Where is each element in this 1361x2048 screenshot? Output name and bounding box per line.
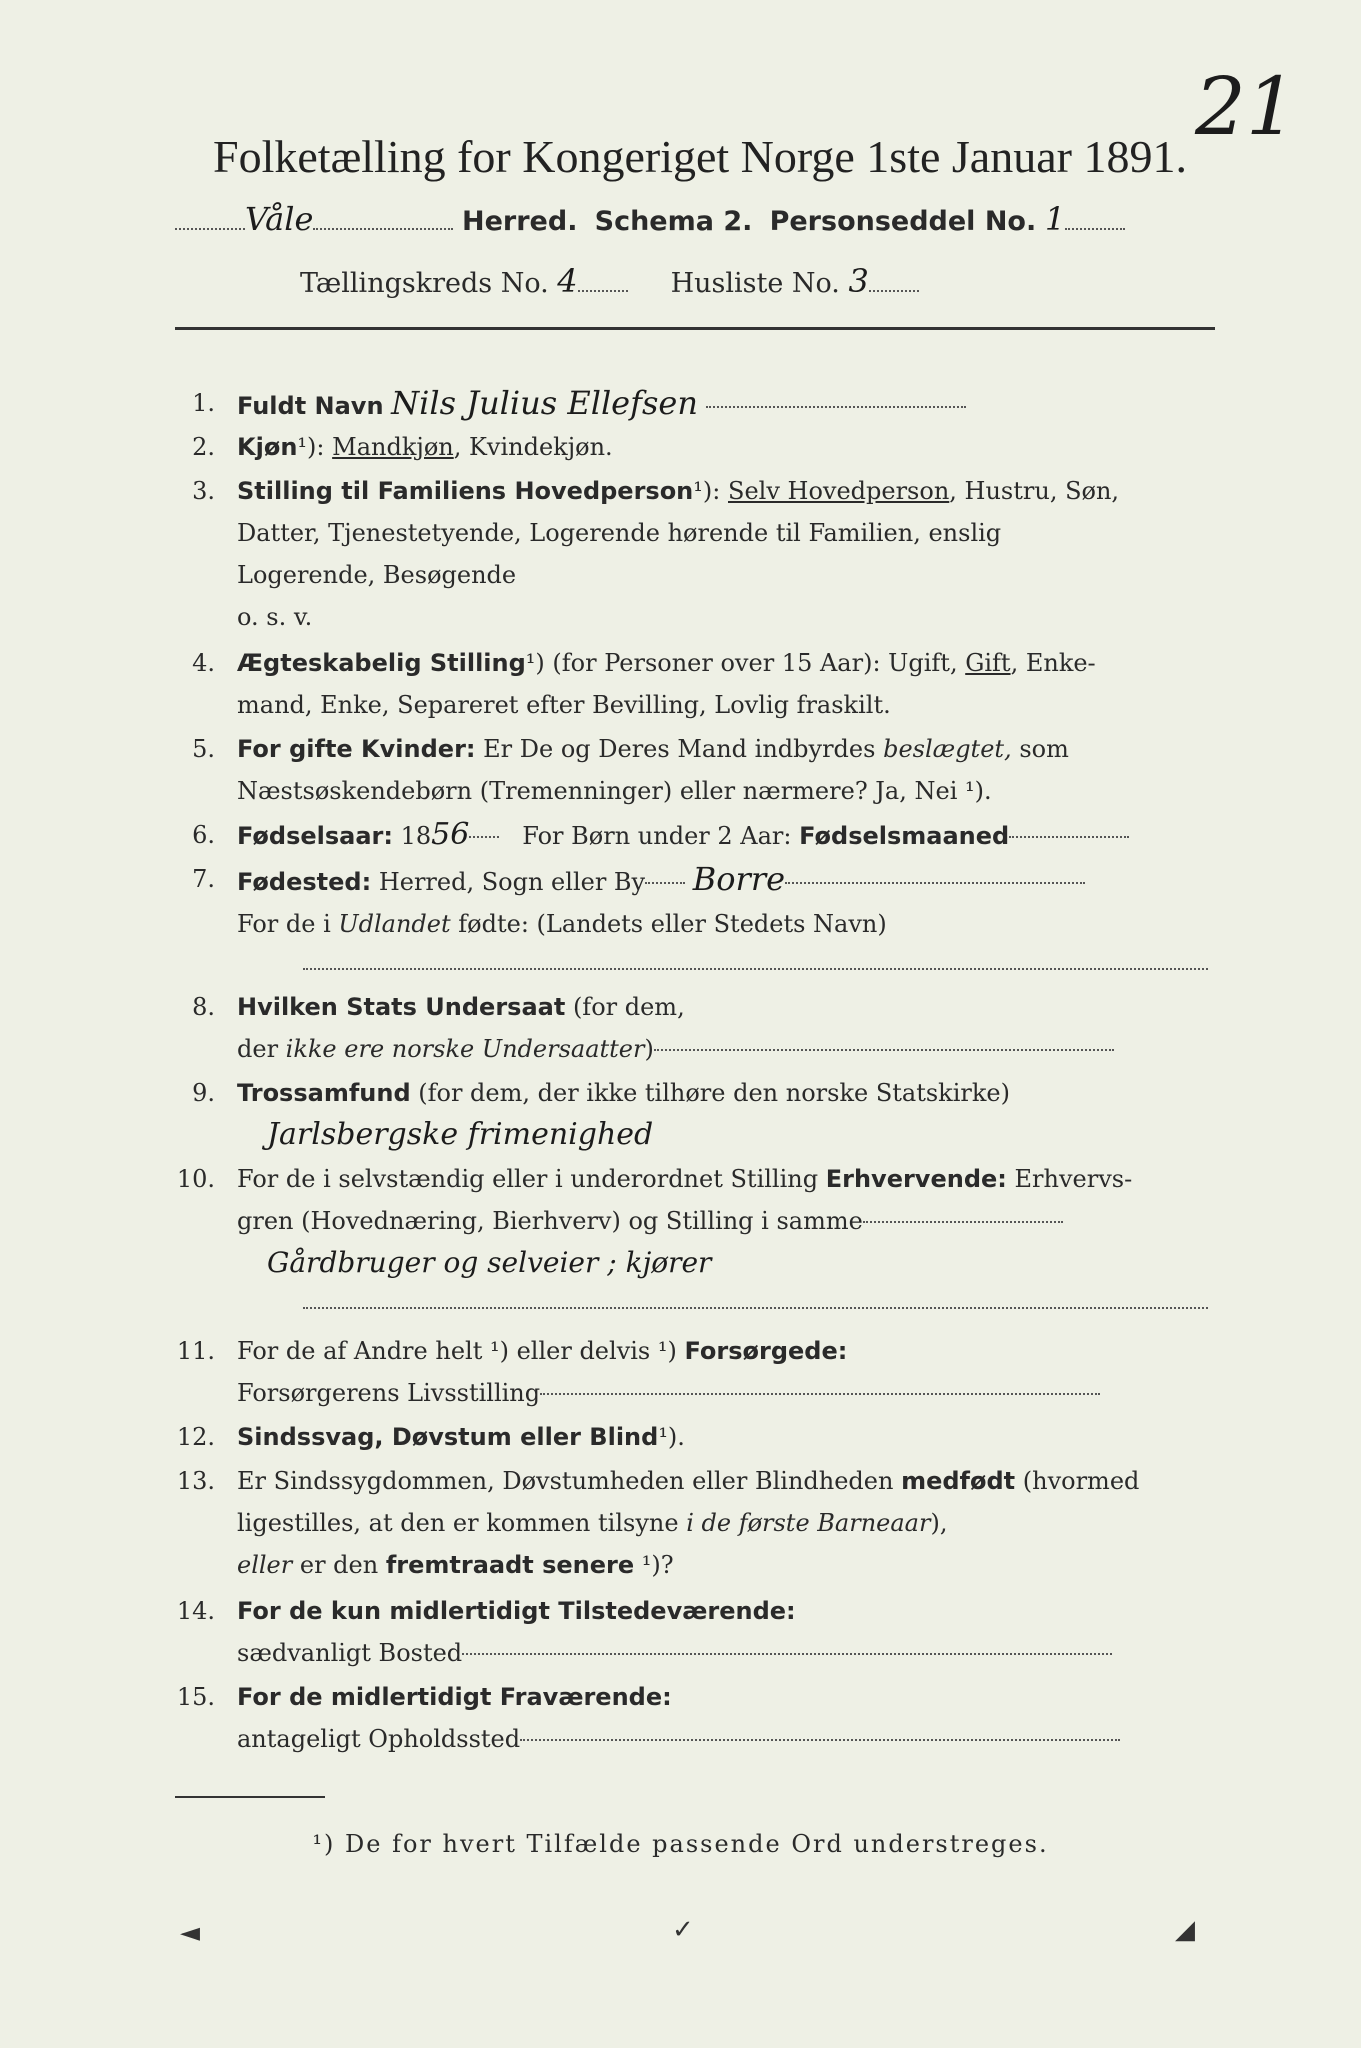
item-7-blank-line: [303, 967, 1208, 970]
taellingskreds-value: 4: [557, 262, 578, 300]
taellingskreds-label: Tællingskreds No.: [300, 268, 549, 299]
form-title: Folketælling for Kongeriget Norge 1ste Januar 1891.: [213, 131, 1187, 182]
position-selected: Selv Hovedperson: [728, 477, 950, 505]
gender-selected: Mandkjøn: [332, 433, 454, 461]
personseddel-value: 1: [1044, 200, 1066, 238]
item-10-blank-line: [303, 1306, 1208, 1309]
husliste-value: 3: [848, 262, 869, 300]
header-kreds-row: [300, 262, 1340, 300]
occupation-value: Gårdbruger og selveier ; kjører: [267, 1246, 712, 1279]
herred-label: Herred.: [462, 206, 578, 237]
header-divider: [175, 327, 1215, 330]
husliste-label: Husliste No.: [670, 268, 840, 299]
header-herred-row: [175, 200, 1215, 238]
registration-mark-left: ◄: [180, 1918, 200, 1948]
handwritten-page-number: 21: [1195, 60, 1297, 153]
herred-value: Våle: [245, 200, 314, 238]
footnote-divider: [175, 1796, 325, 1798]
religion-value: Jarlsbergske frimenighed: [267, 1117, 654, 1152]
marital-selected: Gift: [965, 649, 1011, 677]
footnote: ¹) De for hvert Tilfælde passende Ord understreges.: [312, 1830, 1049, 1858]
full-name-value: Nils Julius Ellefsen: [391, 384, 698, 422]
birth-year-value: 56: [431, 817, 470, 852]
registration-mark-right: ◢: [1175, 1915, 1195, 1945]
birthplace-value: Borre: [692, 860, 786, 898]
registration-mark-center: ✓: [672, 1915, 694, 1945]
census-form-sheet: 21 Folketælling for Kongeriget Norge 1ste Januar 1891. Våle Herred. Schema 2. Personseddel No. 1 Tællingskreds No. 4 Husliste No. 3 1. Fuldt Navn Nils Julius Ellefsen 2. Kjøn¹): Mandkjøn, Kvindekjøn. 3. Stilling til Familiens Hovedperson¹): Selv Hovedperson, Hustru, Søn, Datter, Tjenestetyende, Logerende hørende til Familien, enslig Logerende, Besøgende o. s. v. 4. Ægteskabelig Stilling¹) (for Personer over 15 Aar): Ugift, Gift, Enke- mand, Enke, Separeret efter Bevilling, Lovlig fraskilt. 5. For gifte Kvinder: Er De og Deres Mand indbyrdes beslægtet, som Næstsøskendebørn (Tremenninger) eller nærmere? Ja, Nei ¹). 6. Fødselsaar: 1856 For Børn under 2 Aar: Fødselsmaaned 7. Fødested: Herred, Sogn eller By Borre For de i Udlandet fødte: (Landets eller Stedets Navn) 8. Hvilken Stats Undersaat (for dem, der ikke ere norske Undersaatter) 9. Trossamfund (for dem, der ikke tilhøre den norske Statskirke) Jarlsbergske frimenighed 10. For de i selvstændig eller i underordnet Stilling Erhvervende: Erhvervs- gren (Hovednæring, Bierhverv) og Stilling i samme Gårdbruger og selveier ; kjører 11. For de af Andre helt ¹) eller delvis ¹) Forsørgede: Forsørgerens Livsstilling 12. Sindssvag, Døvstum eller Blind¹). 13. Er Sindssygdommen, Døvstumheden eller Blindheden medfødt (hvormed ligestilles, at den er kommen tilsyne i de første Barneaar), eller er den fremtraadt senere ¹)? 14. For de kun midlertidigt Tilstedeværende: sædvanligt Bosted 15. For de midlertidigt Fraværende: antageligt Opholdssted ¹) De for hvert Tilfælde passende Ord understreges. ◄ ✓ ◢: [0, 0, 1361, 2048]
personseddel-label: Personseddel No.: [769, 206, 1037, 237]
schema-label: Schema 2.: [594, 206, 753, 237]
